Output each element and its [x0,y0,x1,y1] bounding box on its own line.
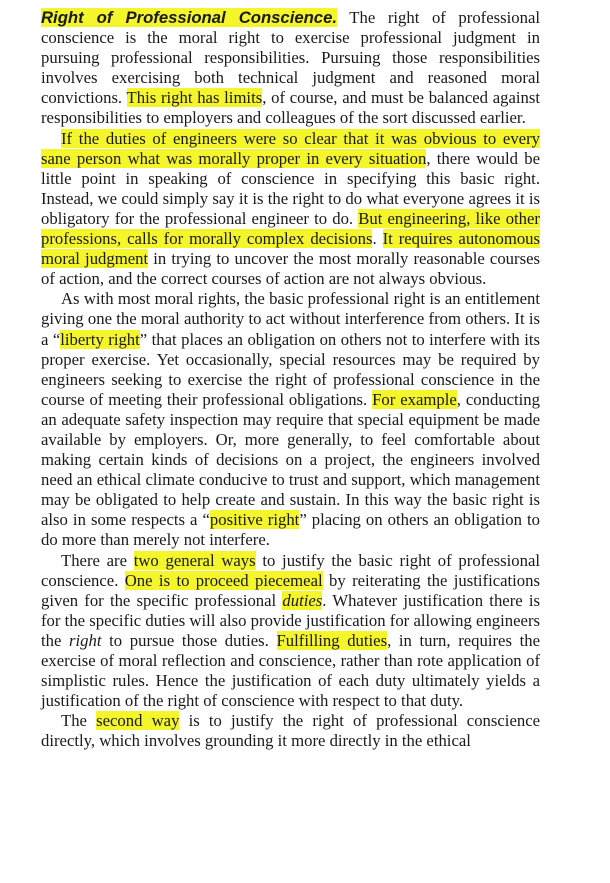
text-run: As with most moral rights, the basic professional right is an entitlement giving one the moral authority to act without interference from others. It is a “ [41,289,540,349]
paragraph-second-way [41,711,540,751]
text-run: , in turn, requires the exercise of moral reflection and conscience, rather than rote application of simplistic rules. Hence the justification of each duty ultimately yields a justification of the right of conscience with respect to that duty. [41,630,540,711]
highlight: It requires autonomous moral judgment [41,229,540,269]
text-run: The right of professional conscience is the moral right to exercise professional judgment in pursuing professional responsibilities. Pursuing those responsibilities involves exercising both technical judgment and reasoned moral convictions. [41,8,540,108]
text-run: in trying to uncover the most morally reasonable courses of action, and the correct courses of action are not always obvious. [41,249,540,289]
text-run: . [372,229,383,249]
highlight: This right has limits [126,88,263,108]
highlight: Fulfilling duties [276,630,388,650]
paragraph-right-of-conscience [41,8,540,129]
text-run: is to justify the right of professional conscience directly, which involves grounding it more directly in the ethical [41,711,541,751]
highlight: But engineering, like other professions, calls for morally complex decisions [41,208,540,249]
text-run: ” placing on others an obligation to do more than merely not interfere. [41,510,540,550]
text-run: , conducting an adequate safety inspection may require that special equipment be made available by employers. Or, more generally, to feel comfortable about making certain kinds of decisions on a project, the engineers involved need an ethical climate conducive to trust and support, which management may be obligated to help create and sustain. In this way the basic right is also in some respects a “ [41,389,540,530]
text-run: ” that places an obligation on others not to interfere with its proper exercise. Yet occasionally, special resources may be required by engineers seeking to exercise the right of professional conscience in the course of meeting their professional obligations. [41,329,540,409]
text-run: The [61,711,97,731]
highlight: If the duties of engineers were so clear that it was obvious to every sane person what was morally proper in every situation [41,128,540,168]
highlight: For example [372,389,457,409]
highlight: liberty right [60,329,140,349]
run-in-heading: Right of Professional Conscience. [41,8,338,27]
italic-text: right [69,630,102,650]
text-run: by reiterating the justifications given for the specific professional [41,570,540,610]
highlight: two general ways [133,550,256,570]
paragraph-duties-clear [41,129,540,290]
highlight: second way [96,711,180,731]
paragraph-moral-rights [41,289,540,550]
highlight: One is to proceed piecemeal [124,570,323,590]
text-run: , of course, and must be balanced against responsibilities to employers and colleagues of the sort discussed earlier. [41,88,540,128]
highlight-italic: duties [282,590,323,610]
paragraph-two-ways [41,551,540,712]
highlight: positive right [209,510,300,530]
text-run: , there would be little point in speaking of conscience in specifying this basic right. Instead, we could simply say it is the right to do what everyone agrees it is obligatory for the professional engineer to do. [41,148,540,228]
text-run: There are [61,550,134,570]
text-run: to justify the basic right of professional conscience. [41,550,540,590]
text-run: . Whatever justification there is for the specific duties will also provide justification for allowing engineers the [41,590,540,650]
text-run: to pursue those duties. [101,630,277,650]
